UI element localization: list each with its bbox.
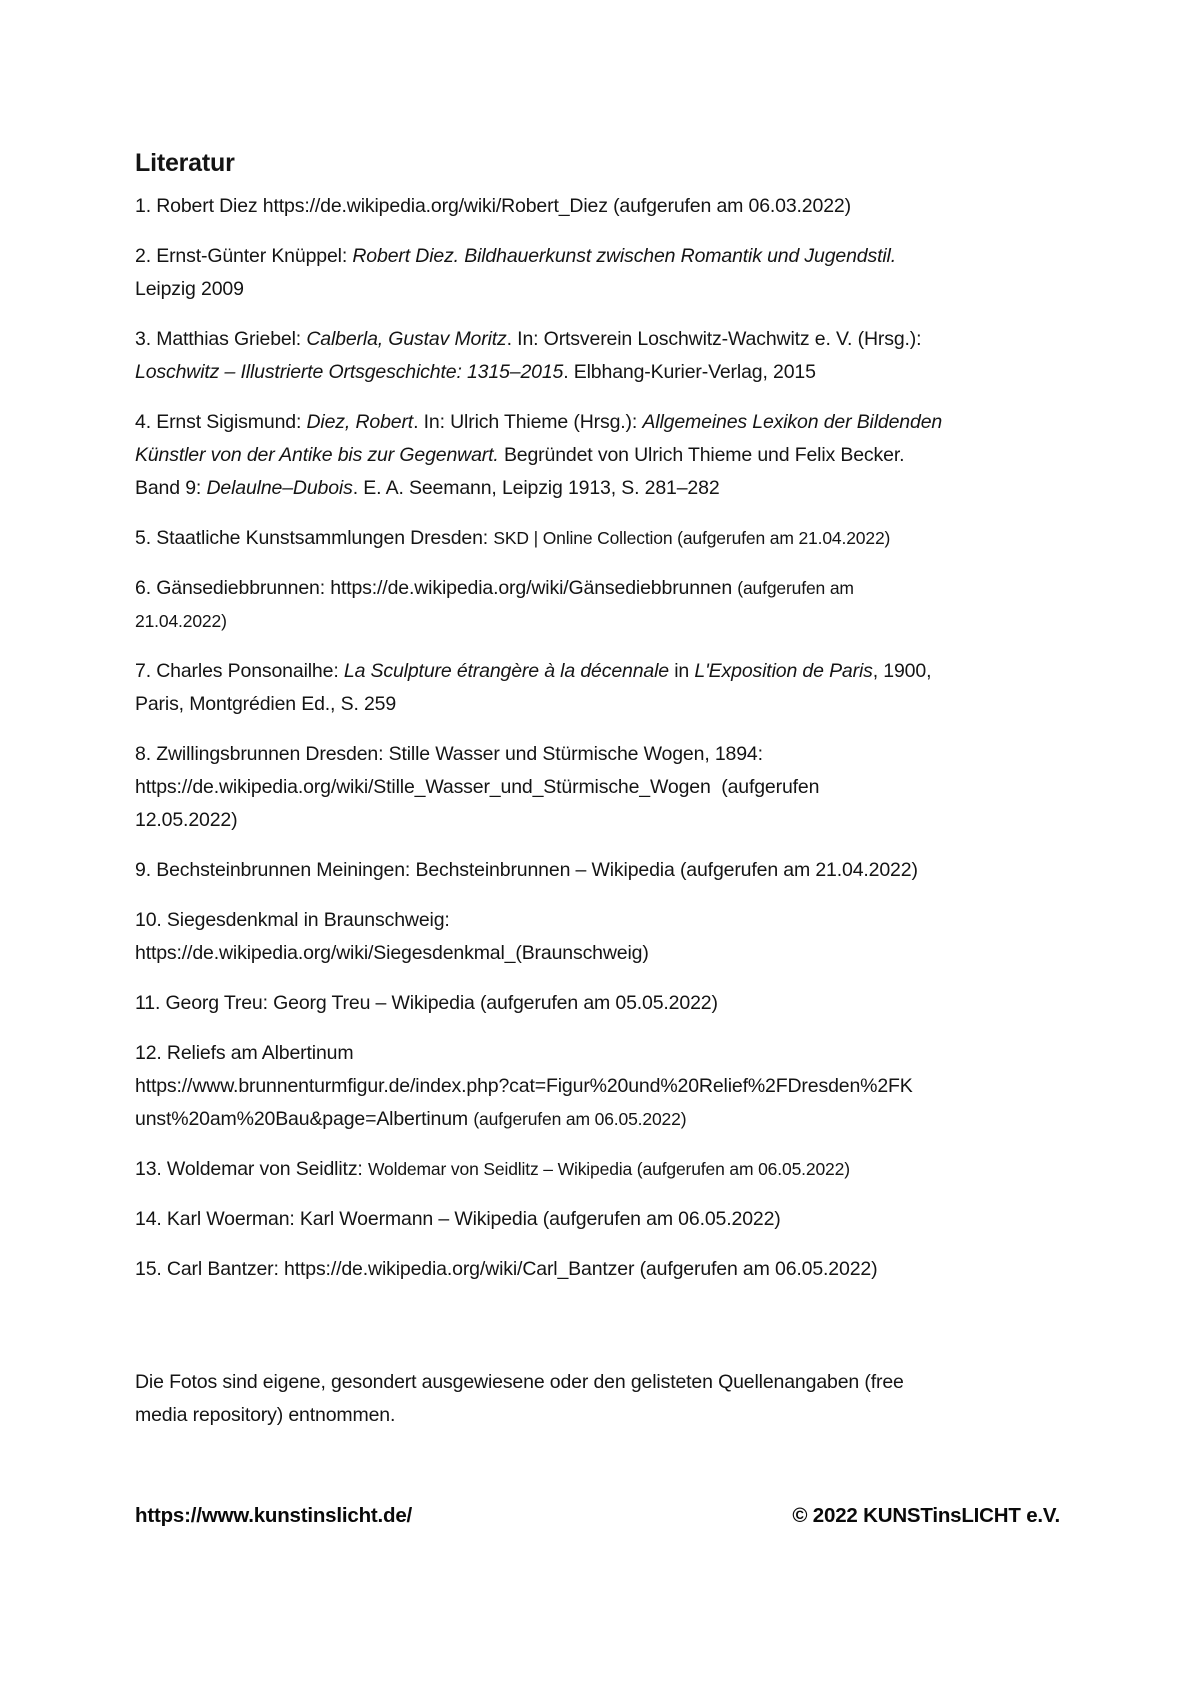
website-link[interactable]: https://www.kunstinslicht.de/: [135, 1504, 413, 1527]
text-segment: (aufgerufen am 06.05.2022): [473, 1109, 687, 1129]
text-segment: SKD | Online Collection (aufgerufen am 21.04.2022): [493, 528, 891, 548]
text-segment: Delaulne–Dubois: [206, 477, 353, 499]
text-segment: 3. Matthias Griebel:: [135, 328, 307, 350]
photo-credit-note: [135, 1366, 1095, 1432]
text-segment: 15. Carl Bantzer: https://de.wikipedia.org/wiki/Carl_Bantzer (aufgerufen am 06.05.2022): [135, 1258, 878, 1280]
text-segment: Band 9:: [135, 477, 207, 499]
reference-item: [135, 240, 1095, 306]
text-segment: Calberla, Gustav Moritz: [306, 328, 507, 350]
text-segment: (aufgerufen am: [737, 578, 854, 598]
reference-item: [135, 655, 1095, 721]
text-segment: media repository) entnommen.: [135, 1404, 396, 1426]
text-segment: Paris, Montgrédien Ed., S. 259: [135, 693, 397, 715]
reference-item: [135, 323, 1095, 389]
text-segment: Die Fotos sind eigene, gesondert ausgewiesene oder den gelisteten Quellenangaben (free: [135, 1371, 904, 1393]
reference-item: [135, 1253, 1095, 1286]
text-segment: in: [668, 660, 695, 682]
text-segment: https://de.wikipedia.org/wiki/Siegesdenkmal_(Braunschweig): [135, 942, 649, 964]
text-segment: 8. Zwillingsbrunnen Dresden: Stille Wasser und Stürmische Wogen, 1894:: [135, 743, 763, 765]
text-segment: La Sculpture étrangère à la décennale: [343, 660, 669, 682]
reference-item: [135, 190, 1095, 223]
text-segment: 1. Robert Diez https://de.wikipedia.org/wiki/Robert_Diez (aufgerufen am 06.03.2022): [135, 195, 851, 217]
text-segment: https://de.wikipedia.org/wiki/Stille_Wasser_und_Stürmische_Wogen (aufgerufen: [135, 776, 820, 798]
text-segment: Künstler von der Antike bis zur Gegenwart.: [135, 444, 499, 466]
text-segment: Allgemeines Lexikon der Bildenden: [642, 411, 943, 433]
text-segment: Leipzig 2009: [135, 278, 244, 300]
reference-item: [135, 1203, 1095, 1236]
text-segment: . E. A. Seemann, Leipzig 1913, S. 281–282: [352, 477, 720, 499]
text-segment: Robert Diez. Bildhauerkunst zwischen Romantik und Jugendstil.: [352, 245, 897, 267]
text-segment: 5. Staatliche Kunstsammlungen Dresden:: [135, 527, 494, 549]
reference-item: [135, 522, 1095, 555]
reference-item: [135, 738, 1095, 837]
reference-item: [135, 904, 1095, 970]
text-segment: Diez, Robert: [306, 411, 414, 433]
text-segment: 10. Siegesdenkmal in Braunschweig:: [135, 909, 450, 931]
reference-item: [135, 854, 1095, 887]
reference-item: [135, 1153, 1095, 1186]
reference-item: [135, 1037, 1095, 1136]
text-segment: https://www.brunnenturmfigur.de/index.php?cat=Figur%20und%20Relief%2FDresden%2FK: [135, 1075, 913, 1097]
text-segment: 6. Gänsediebbrunnen: https://de.wikipedia.org/wiki/Gänsediebbrunnen: [135, 577, 738, 599]
text-segment: 11. Georg Treu: Georg Treu – Wikipedia (aufgerufen am 05.05.2022): [135, 992, 718, 1014]
text-segment: Loschwitz – Illustrierte Ortsgeschichte: 1315–2015: [135, 361, 564, 383]
copyright-text: © 2022 KUNSTinsLICHT e.V.: [792, 1504, 1060, 1527]
text-segment: Begründet von Ulrich Thieme und Felix Becker.: [498, 444, 905, 466]
text-segment: 2. Ernst-Günter Knüppel:: [135, 245, 353, 267]
footer-row: [135, 1504, 1060, 1528]
text-segment: unst%20am%20Bau&page=Albertinum: [135, 1108, 474, 1130]
text-segment: 12. Reliefs am Albertinum: [135, 1042, 354, 1064]
reference-list: [135, 190, 1095, 1286]
page-title: Literatur: [135, 149, 235, 177]
text-segment: 9. Bechsteinbrunnen Meiningen: Bechsteinbrunnen – Wikipedia (aufgerufen am 21.04.2022): [135, 859, 918, 881]
text-segment: 7. Charles Ponsonailhe:: [135, 660, 344, 682]
text-segment: 21.04.2022): [135, 611, 227, 631]
text-segment: . In: Ortsverein Loschwitz-Wachwitz e. V. (Hrsg.):: [506, 328, 922, 350]
reference-item: [135, 572, 1095, 638]
text-segment: 4. Ernst Sigismund:: [135, 411, 307, 433]
text-segment: 12.05.2022): [135, 809, 238, 831]
text-segment: 13. Woldemar von Seidlitz:: [135, 1158, 368, 1180]
reference-item: [135, 406, 1095, 505]
text-segment: 14. Karl Woerman: Karl Woermann – Wikipedia (aufgerufen am 06.05.2022): [135, 1208, 781, 1230]
reference-item: [135, 987, 1095, 1020]
text-segment: . In: Ulrich Thieme (Hrsg.):: [413, 411, 643, 433]
text-segment: , 1900,: [872, 660, 932, 682]
text-segment: . Elbhang-Kurier-Verlag, 2015: [563, 361, 816, 383]
text-segment: Woldemar von Seidlitz – Wikipedia (aufgerufen am 06.05.2022): [367, 1159, 850, 1179]
text-segment: L'Exposition de Paris: [694, 660, 873, 682]
